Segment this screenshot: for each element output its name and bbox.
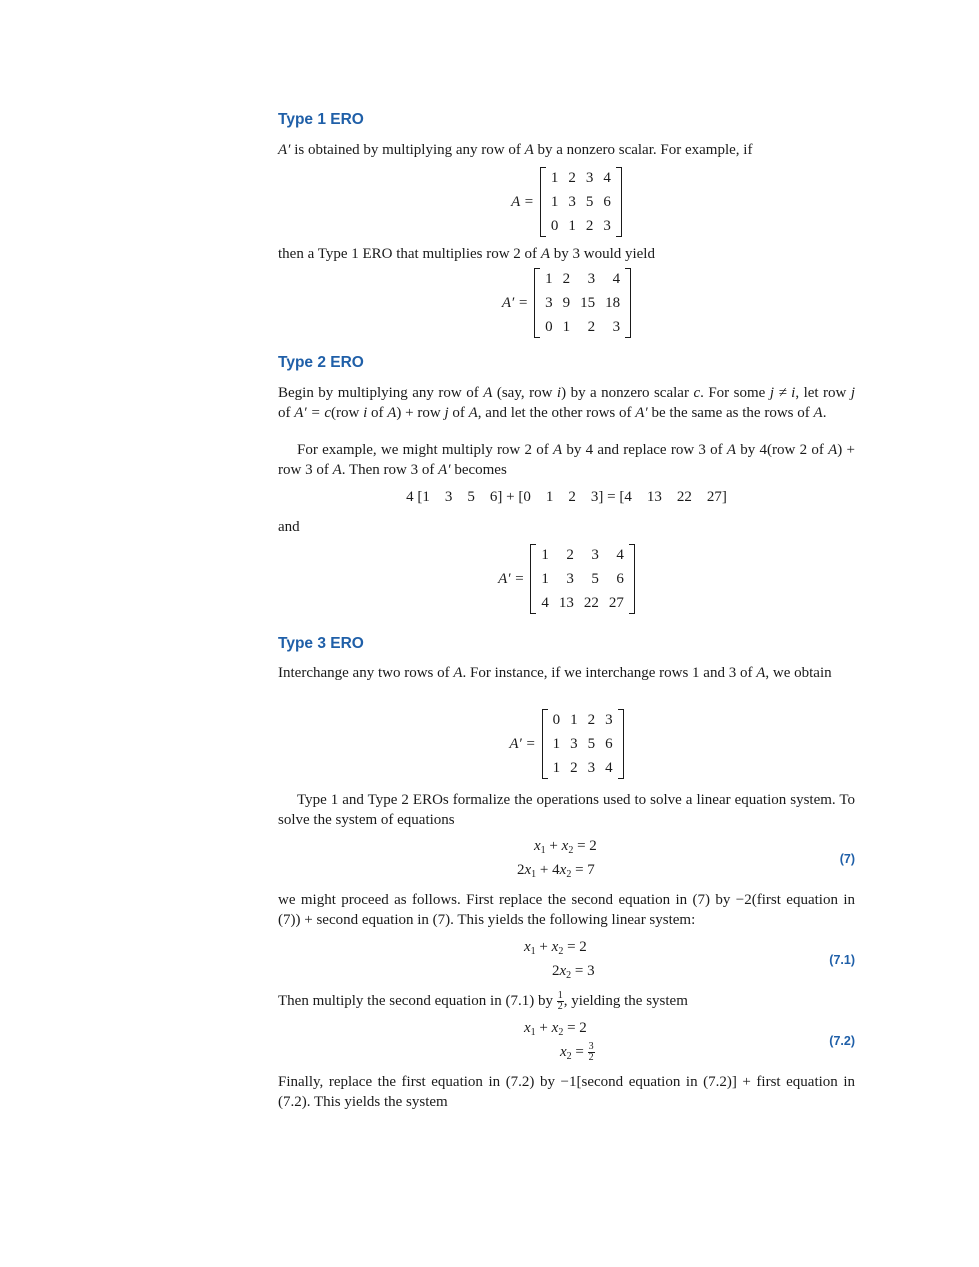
equation-line: $x_1 + x_2 = 2$ [524,1020,587,1038]
equation-system-7-1 [278,939,855,985]
row-expression: 4 [1 3 5 6] + [0 1 2 3] = [4 13 22 27] [406,489,727,505]
matrix-table: 1 2 3 4 3 9 15 18 0 1 2 3 [545,271,621,335]
type3-heading: Type 3 ERO [278,635,364,652]
matrix-table: 1 2 3 4 1 3 5 6 4 13 22 27 [541,547,624,611]
matrix-label: A′ = [498,570,525,587]
matrix-label: A′ = [501,294,529,311]
equation-system-7 [278,838,855,884]
matrix-label: A′ = [509,735,536,752]
type2-paragraph-2: For example, we might multiply row 2 of A by 4 and replace row 3 of A by 4(row 2 of A) + row 3 of A. Then row 3 of A′ becomes [278,442,855,478]
equation-line: $2x_1 + 4x_2 = 7$ [517,862,595,880]
equation-number: (7.2) [829,1034,855,1048]
matrix-label: A = [511,193,534,210]
type2-matrix-result [278,543,855,615]
solve-paragraph-2: we might proceed as follows. First replace the second equation in (7) by −2(first equation in (7)) + second equation in (7). This yields the following linear system: [278,892,855,928]
equation-system-7-2 [278,1020,855,1068]
type3-matrix-result [278,708,855,780]
solve-paragraph-3: Then multiply the second equation in (7.1) by $\frac{1}{2}$ , yielding the system [278,990,688,1012]
type1-heading: Type 1 ERO [278,111,364,128]
matrix-table: 1 2 3 4 1 3 5 6 0 1 2 3 [550,170,611,234]
type1-then: then a Type 1 ERO that multiplies row 2 of A by 3 would yield [278,246,655,262]
equation-line: $2x_2 = 3$ [552,963,595,981]
equation-number: (7.1) [829,953,855,967]
type2-and: and [278,519,300,535]
solve-paragraph-4: Finally, replace the first equation in (7.2) by −1[second equation in (7.2)] + first equation in (7.2). This yields the system [278,1074,855,1110]
type2-heading: Type 2 ERO [278,354,364,371]
equation-number: (7) [839,852,855,866]
equation-line: $x_2$ = $\frac{3}{2}$ [560,1041,594,1063]
equation-line: $x_1 + x_2 = 2$ [534,838,597,856]
matrix-table: 0 1 2 3 1 3 5 6 1 2 3 4 [552,712,613,776]
type1-matrix-A [278,166,855,238]
type1-matrix-result [278,267,855,339]
type3-paragraph: Interchange any two rows of A. For instance, if we interchange rows 1 and 3 of A, we obtain [278,665,832,681]
fraction: $\frac{1}{2}$ [557,990,563,1012]
solve-paragraph-1: Type 1 and Type 2 EROs formalize the operations used to solve a linear equation system. To solve the system of equations [278,792,855,828]
equation-line: $x_1 + x_2 = 2$ [524,939,587,957]
type2-paragraph-1: Begin by multiplying any row of A (say, row i) by a nonzero scalar c. For some j ≠ i, let row j of A′ = c(row i of A) + row j of A, and let the other rows of A′ be the same as the rows of A. [278,385,856,421]
fraction: $\frac{3}{2}$ [588,1041,594,1063]
type1-intro: A′ is obtained by multiplying any row of A by a nonzero scalar. For example, if [278,142,753,158]
